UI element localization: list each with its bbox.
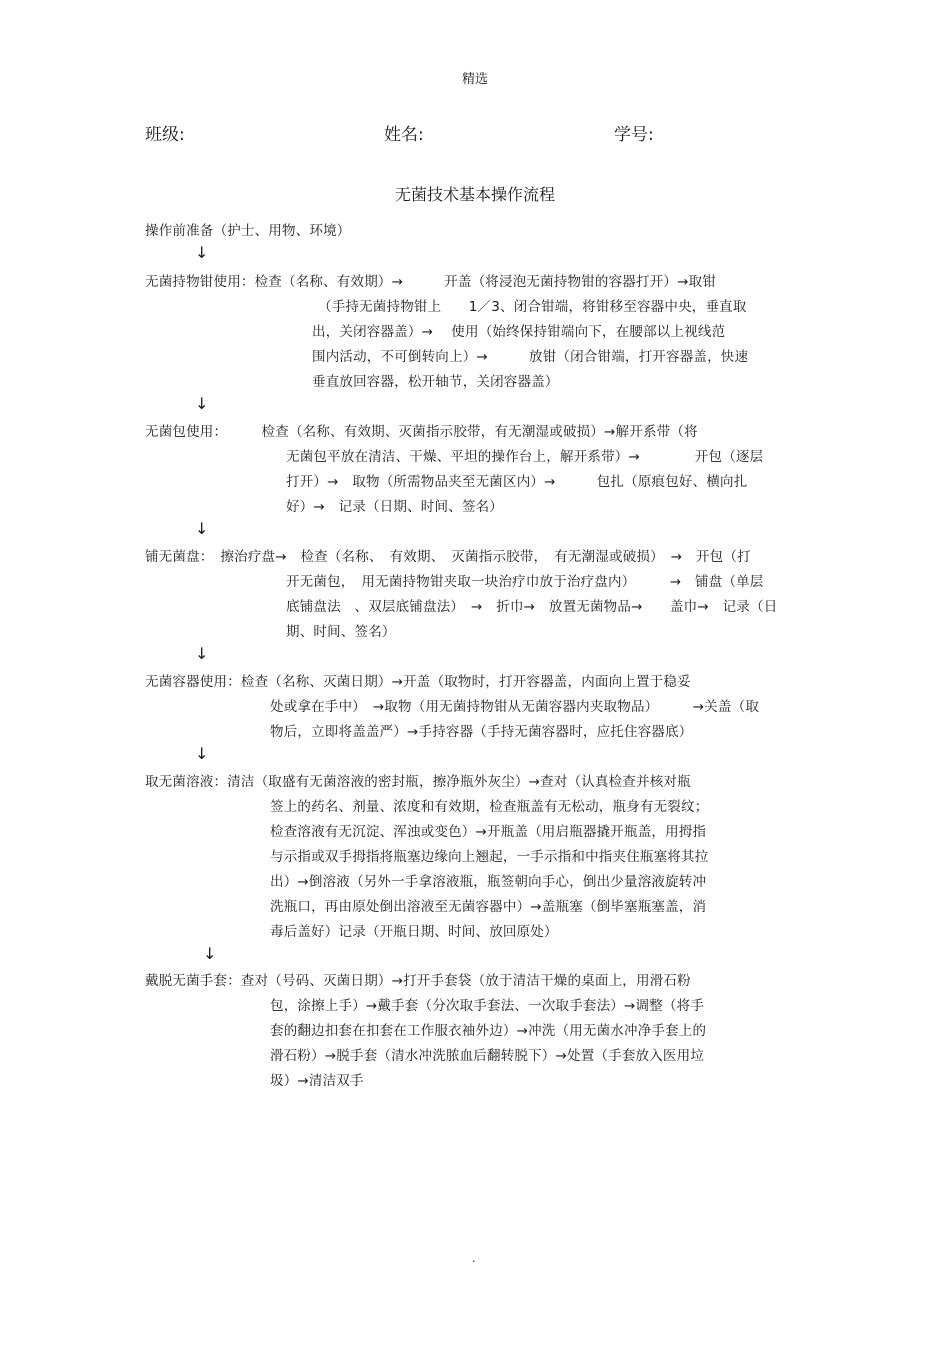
flow-arrow-5: ↓ xyxy=(195,744,209,763)
package-line-1: 无菌包使用： 检查（名称、有效期、灭菌指示胶带，有无潮湿或破损）→解开系带（将 xyxy=(145,424,698,440)
tray-line-4: 期、时间、签名） xyxy=(286,624,396,640)
container-line-3: 物后，立即将盖盖严）→手持容器（手持无菌容器时，应托住容器底） xyxy=(270,724,693,740)
page-header-tag: 精选 xyxy=(461,72,488,87)
flow-arrow-6: ↓ xyxy=(203,944,217,963)
solution-line-7: 毒后盖好）记录（开瓶日期、时间、放回原处） xyxy=(270,924,558,940)
document-title: 无菌技术基本操作流程 xyxy=(394,185,555,204)
gloves-line-1: 戴脱无菌手套：查对（号码、灭菌日期）→打开手套袋（放于清洁干燥的桌面上，用滑石粉 xyxy=(145,973,691,989)
solution-line-6: 洗瓶口，再由原处倒出溶液至无菌容器中）→盖瓶塞（倒毕塞瓶塞盖，消 xyxy=(270,899,707,915)
package-line-3: 打开）→ 取物（所需物品夹至无菌区内）→ 包扎（原痕包好、横向扎 xyxy=(286,474,748,490)
solution-line-1: 取无菌溶液：清洁（取盛有无菌溶液的密封瓶，擦净瓶外灰尘）→查对（认真检查并核对瓶 xyxy=(145,774,691,790)
forceps-line-1: 无菌持物钳使用：检查（名称、有效期）→ 开盖（将浸泡无菌持物钳的容器打开）→取钳 xyxy=(145,274,717,290)
solution-line-5: 出）→倒溶液（另外一手拿溶液瓶，瓶签朝向手心，倒出少量溶液旋转冲 xyxy=(270,874,707,890)
forceps-line-5: 垂直放回容器，松开轴节，关闭容器盖） xyxy=(312,374,559,390)
package-line-4: 好）→ 记录（日期、时间、签名） xyxy=(286,499,504,515)
forceps-line-4: 围内活动，不可倒转向上）→ 放钳（闭合钳端，打开容器盖，快速 xyxy=(312,349,749,365)
page-footer-dot: . xyxy=(472,1252,476,1265)
forceps-line-2: （手持无菌持物钳上 1／3、闭合钳端，将钳移至容器中央，垂直取 xyxy=(318,299,747,315)
gloves-line-4: 滑石粉）→脱手套（清水冲洗脓血后翻转脱下）→处置（手套放入医用垃 xyxy=(270,1048,705,1064)
solution-line-2: 签上的药名、剂量、浓度和有效期，检查瓶盖有无松动，瓶身有无裂纹； xyxy=(270,799,709,815)
gloves-line-2: 包，涂擦上手）→戴手套（分次取手套法、一次取手套法）→调整（将手 xyxy=(270,998,705,1014)
solution-line-3: 检查溶液有无沉淀、浑浊或变色）→开瓶盖（用启瓶器撬开瓶盖，用拇指 xyxy=(270,824,707,840)
tray-line-3: 底铺盘法 、双层底铺盘法） → 折巾→ 放置无菌物品→ 盖巾→ 记录（日 xyxy=(286,599,778,615)
flow-arrow-3: ↓ xyxy=(195,519,209,538)
package-line-2: 无菌包平放在清洁、干燥、平坦的操作台上，解开系带）→ 开包（逐层 xyxy=(286,449,764,465)
prep-line: 操作前准备（护士、用物、环境） xyxy=(145,223,351,239)
forceps-line-3: 出，关闭容器盖）→ 使用（始终保持钳端向下，在腰部以上视线范 xyxy=(312,324,726,340)
container-line-1: 无菌容器使用：检查（名称、灭菌日期）→开盖（取物时，打开容器盖，内面向上置于稳妥 xyxy=(145,674,691,690)
tray-line-2: 开无菌包， 用无菌持物钳夹取一块治疗巾放于治疗盘内） → 铺盘（单层 xyxy=(286,574,764,590)
gloves-line-5: 圾）→清洁双手 xyxy=(270,1073,364,1089)
student-id-label: 学号: xyxy=(614,125,654,145)
class-label: 班级: xyxy=(145,125,185,145)
container-line-2: 处或拿在手中） →取物（用无菌持物钳从无菌容器内夹取物品） →关盖（取 xyxy=(270,699,760,715)
solution-line-4: 与示指或双手拇指将瓶塞边缘向上翘起，一手示指和中指夹住瓶塞将其拉 xyxy=(270,849,709,865)
flow-arrow-4: ↓ xyxy=(195,644,209,663)
name-label: 姓名: xyxy=(384,125,424,145)
gloves-line-3: 套的翻边扣套在扣套在工作服衣袖外边）→冲洗（用无菌水冲净手套上的 xyxy=(270,1023,707,1039)
flow-arrow-2: ↓ xyxy=(195,394,209,413)
flow-arrow-1: ↓ xyxy=(195,243,209,262)
tray-line-1: 铺无菌盘： 擦治疗盘→ 检查（名称、 有效期、 灭菌指示胶带， 有无潮湿或破损） → 开包（打 xyxy=(145,549,751,565)
